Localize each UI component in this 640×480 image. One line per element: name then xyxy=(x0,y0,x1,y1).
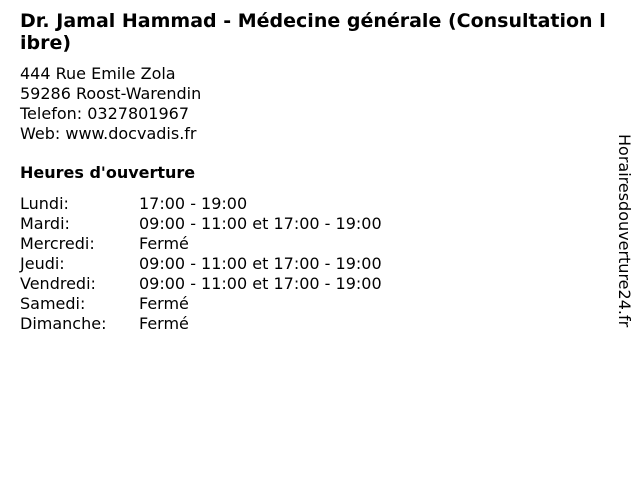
hours-table xyxy=(20,194,382,334)
time-value: 09:00 - 11:00 et 17:00 - 19:00 xyxy=(139,254,382,273)
hours-heading: Heures d'ouverture xyxy=(20,163,196,182)
day-label: Mardi: xyxy=(20,214,70,233)
page-title: Dr. Jamal Hammad - Médecine générale (Consultation libre) xyxy=(20,10,606,54)
time-value: Fermé xyxy=(139,294,189,313)
day-label: Jeudi: xyxy=(20,254,65,273)
time-value: 09:00 - 11:00 et 17:00 - 19:00 xyxy=(139,274,382,293)
day-label: Mercredi: xyxy=(20,234,95,253)
day-label: Dimanche: xyxy=(20,314,107,333)
day-label: Vendredi: xyxy=(20,274,96,293)
hours-row-tuesday xyxy=(20,214,382,234)
hours-row-wednesday xyxy=(20,234,382,254)
postal-city: 59286 Roost-Warendin xyxy=(20,84,202,103)
day-label: Samedi: xyxy=(20,294,86,313)
website: Web: www.docvadis.fr xyxy=(20,124,197,143)
hours-row-monday xyxy=(20,194,382,214)
street-address: 444 Rue Emile Zola xyxy=(20,64,176,83)
time-value: Fermé xyxy=(139,234,189,253)
time-value: 17:00 - 19:00 xyxy=(139,194,248,213)
hours-row-thursday xyxy=(20,254,382,274)
hours-row-friday xyxy=(20,274,382,294)
time-value: Fermé xyxy=(139,314,189,333)
hours-row-sunday xyxy=(20,314,382,334)
hours-row-saturday xyxy=(20,294,382,314)
contact-block xyxy=(20,64,201,144)
phone-number: Telefon: 0327801967 xyxy=(20,104,190,123)
site-watermark: Horairesdouverture24.fr xyxy=(615,134,634,328)
time-value: 09:00 - 11:00 et 17:00 - 19:00 xyxy=(139,214,382,233)
day-label: Lundi: xyxy=(20,194,69,213)
